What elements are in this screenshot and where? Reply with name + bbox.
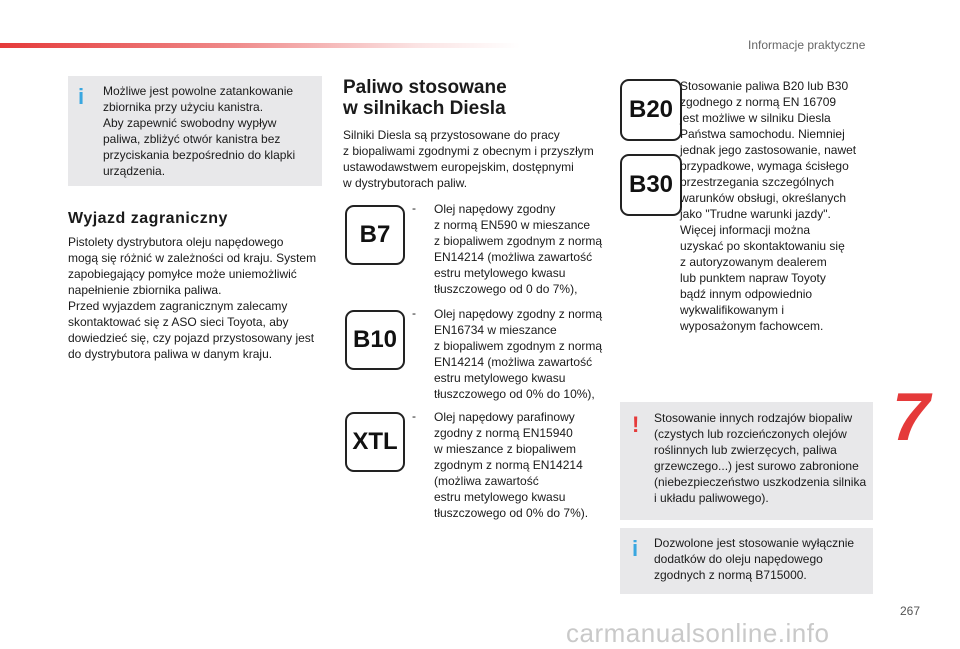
diesel-heading: Paliwo stosowane w silnikach Diesla	[343, 77, 507, 119]
watermark: carmanualsonline.info	[566, 618, 830, 648]
info-box-bottom	[620, 528, 873, 594]
fuel-dash: -	[412, 201, 416, 215]
header-accent-bar	[0, 43, 520, 48]
warning-box	[620, 402, 873, 520]
info-icon: i	[78, 84, 85, 109]
fuel-label-b30: B30	[620, 154, 682, 216]
abroad-heading: Wyjazd zagraniczny	[68, 210, 228, 227]
fuel-text-xtl: Olej napędowy parafinowy zgodny z normą EN15940 w mieszance z biopaliwem zgodnym z normą EN14214 (możliwa zawartość estru metylowego kwasu tłuszczowego od 0% do 7%).	[434, 410, 589, 520]
info-box-bottom-text: Dozwolone jest stosowanie wyłącznie dodatków do oleju napędowego zgodnych z normą B715000.	[654, 536, 855, 582]
b20b30-text: Stosowanie paliwa B20 lub B30 zgodnego z normą EN 16709 jest możliwe w silniku Diesla Państwa samochodu. Niemniej jednak jego zastosowanie, nawet przypadkowe, wymaga ścisłego przestrzegania szczególnych warunków obsługi, określanych jako "Trudne warunki jazdy". Więcej informacji można uzyskać po skontaktowaniu się z autoryzowanym dealerem lub punktem napraw Toyoty bądź innym odpowiednio wykwalifikowanym i wyposażonym fachowcem.	[680, 79, 857, 333]
fuel-label-b7: B7	[345, 205, 405, 265]
fuel-dash: -	[412, 306, 416, 320]
fuel-text-b7: Olej napędowy zgodny z normą EN590 w mieszance z biopaliwem zgodnym z normą EN14214 (możliwa zawartość estru metylowego kwasu tłuszczowego od 0 do 7%),	[434, 202, 603, 296]
section-title: Informacje praktyczne	[748, 38, 866, 52]
warning-text: Stosowanie innych rodzajów biopaliw (czystych lub rozcieńczonych olejów roślinnych lub zwierzęcych, paliwa grzewczego...) jest surowo zabronione (niebezpieczeństwo uszkodzenia silnika i układu paliwowego).	[654, 411, 867, 505]
fuel-label-xtl: XTL	[345, 412, 405, 472]
diesel-intro: Silniki Diesla są przystosowane do pracy z biopaliwami zgodnymi z obecnym i przyszłym ustawodawstwem europejskim, dostępnymi w dystrybutorach paliw.	[343, 128, 594, 190]
abroad-text: Pistolety dystrybutora oleju napędowego mogą się różnić w zależności od kraju. System zapobiegający pomyłce może uniemożliwić napełnienie zbiornika paliwa. Przed wyjazdem zagranicznym zalecamy skontaktować się z ASO sieci Toyota, aby dowiedzieć się, czy pojazd przystosowany jest do dystrybutora paliwa w danym kraju.	[68, 235, 317, 361]
fuel-text-b10: Olej napędowy zgodny z normą EN16734 w mieszance z biopaliwem zgodnym z normą EN14214 (możliwa zawartość estru metylowego kwasu tłuszczowego od 0% do 10%),	[434, 307, 603, 401]
info-box-top-text: Możliwe jest powolne zatankowanie zbiornika przy użyciu kanistra. Aby zapewnić swobodny wypływ paliwa, zbliżyć otwór kanistra bez przyciskania bezpośrednio do klapki urządzenia.	[103, 84, 296, 178]
page-number: 267	[900, 604, 921, 618]
fuel-dash: -	[412, 409, 416, 423]
info-box-top	[68, 76, 322, 186]
fuel-label-b10: B10	[345, 310, 405, 370]
chapter-number: 7	[892, 379, 930, 455]
info-icon: i	[632, 536, 639, 561]
fuel-label-b20: B20	[620, 79, 682, 141]
warning-icon: !	[632, 412, 640, 437]
